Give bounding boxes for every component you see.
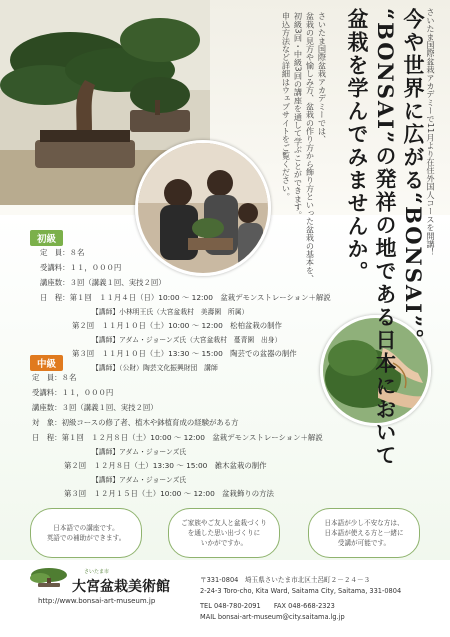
beginner-lecturer-3: 【講師】（公財）陶芸文化振興財団 講師 [92,364,218,372]
workshop-photo [135,140,271,276]
intermediate-schedule-3: 第３回 １２月１５日（土）10:00 ～ 12:00 盆栽飾りの方法 [64,489,274,498]
beginner-capacity: 定 員：８名 [40,248,85,257]
bubble-mid-line-1: ご家族やご友人と盆栽づくり [181,519,267,527]
intro-line-4: 申込方法など詳細はウェブサイトをご覧ください。 [281,12,292,201]
intermediate-schedule-1: 日 程：第１回 １２月８日（土）10:00 ～ 12:00 盆栽デモンストレーション＋解説 [32,433,323,442]
bubble-right-line-1: 日本語が少し不安な方は、 [324,519,404,527]
bubble-mid-line-3: いかがですか。 [200,539,248,547]
heading-line-1: 今や世界に広がる“BONSAI”。 [401,8,426,353]
bubble-mid-line-2: を通した思い出づくりに [187,529,261,537]
intermediate-session-count: 講座数：３回（講義１回、実技２回） [32,403,158,412]
museum-name: 大宮盆栽美術館 [72,579,170,595]
bubble-family-friends [168,508,280,558]
bubble-right-line-2: 日本語が使える方と一緒に [324,529,404,537]
beginner-lecturer-2: 【講師】アダム・ジョーンズ氏（大宮盆栽村 蔓青園 出身） [92,336,282,344]
intermediate-lecturer-2: 【講師】アダム・ジョーンズ氏 [92,476,187,484]
website-link[interactable]: http://www.bonsai-art-museum.jp [38,597,156,605]
intermediate-target: 対 象：初級コースの修了者、植木や鉢植育成の経験がある方 [32,418,239,427]
intermediate-course-tag: 中級 [30,355,63,371]
beginner-course-tag: 初級 [30,230,63,246]
intermediate-lecturer-1: 【講師】アダム・ジョーンズ氏 [92,448,187,456]
intro-line-3: 初級3回・中級3回の講座を通して学ぶことができます。 [293,12,304,220]
announcement-text: さいたま国際盆栽アカデミーで11月より在住外国人コースを開講！ [426,8,436,257]
beginner-lecturer-1: 【講師】小林明王氏（大宮盆栽村 美壽園 所属） [92,308,249,316]
intro-line-1: さいたま国際盆栽アカデミーでは、 [317,12,328,144]
beginner-schedule-2: 第２回 １１月１０日（土）10:00 ～ 12:00 松柏盆栽の制作 [72,321,282,330]
museum-logo-icon [28,566,70,588]
bubble-left-line-1: 日本語での講座です。 [53,524,119,532]
email-address[interactable]: MAIL bonsai-art-museum@city.saitama.lg.jp [200,613,345,621]
bubble-japanese-help [308,508,420,558]
phone-fax: TEL 048-780-2091 FAX 048-668-2323 [200,602,335,610]
intermediate-schedule-2: 第２回 １２月８日（土）13:30 ～ 15:00 雑木盆栽の制作 [64,461,267,470]
heading-line-3: 盆栽を学んでみませんか。 [345,8,370,284]
intro-line-2: 盆栽の見方や愉しみ方、盆栽の作り方から飾り方といった盆栽の基本を、 [305,12,316,283]
museum-city-label: さいたま市 [84,569,110,575]
address-english: 2-24-3 Toro-cho, Kita Ward, Saitama City, Saitama, 331-0804 [200,587,402,595]
address-japanese: 〒331-0804 埼玉県さいたま市北区土呂町２－２４－３ [200,576,371,584]
beginner-fee: 受講料：１１，０００円 [40,263,122,272]
bubble-right-line-3: 受講が可能です。 [337,539,391,547]
intermediate-capacity: 定 員：８名 [32,373,77,382]
beginner-schedule-1: 日 程：第１回 １１月４日（日）10:00 ～ 12:00 盆栽デモンストレーション＋解説 [40,293,331,302]
beginner-session-count: 講座数：３回（講義１回、実技２回） [40,278,166,287]
intermediate-fee: 受講料：１１，０００円 [32,388,114,397]
heading-line-2: “BONSAI”の発祥の地である日本において [373,8,398,468]
bubble-english-support [30,508,142,558]
bubble-left-line-2: 英語での補助ができます。 [46,534,126,542]
beginner-schedule-3: 第３回 １１月１０日（土）13:30 ～ 15:00 陶芸での盆器の制作 [72,349,297,358]
